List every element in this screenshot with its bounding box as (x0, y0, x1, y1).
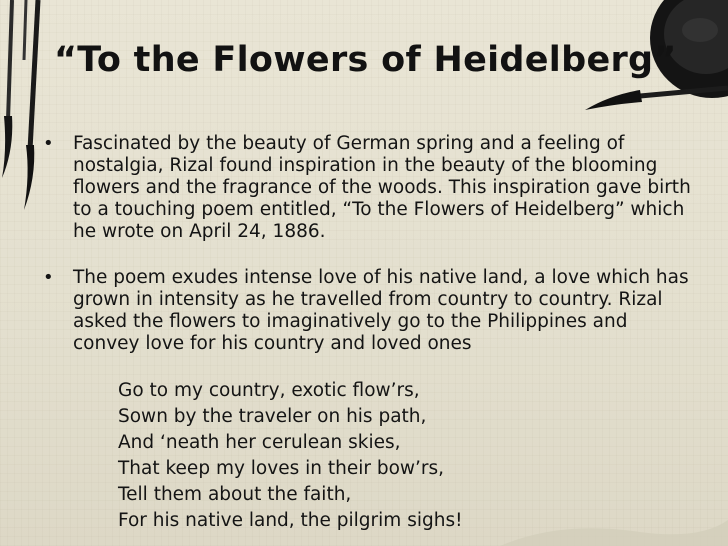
brush-right (585, 88, 728, 110)
poem-line: For his native land, the pilgrim sighs! (118, 510, 463, 531)
brush-left-2 (2, 0, 12, 178)
poem-line: That keep my loves in their bow’rs, (118, 458, 445, 479)
poem-line: Go to my country, exotic flow’rs, (118, 380, 420, 401)
poem-line: Tell them about the faith, (118, 484, 352, 505)
poem-stanza (118, 378, 463, 534)
bullet-text: The poem exudes intense love of his native land, a love which has grown in intensity as he travelled from country to country. Rizal asked the flowers to imaginatively go to the Philippines and convey love for his country and loved ones (73, 267, 689, 354)
poem-line: Sown by the traveler on his path, (118, 406, 427, 427)
bullet-item (43, 267, 693, 355)
brush-left-3 (24, 0, 26, 60)
bullet-item (43, 133, 693, 243)
poem-line: And ‘neath her cerulean skies, (118, 432, 401, 453)
slide-title: “To the Flowers of Heidelberg” (54, 40, 677, 80)
bullet-text: Fascinated by the beauty of German spring and a feeling of nostalgia, Rizal found inspiration in the beauty of the blooming flowers and the fragrance of the woods. This inspiration gave birth to a touching poem entitled, “To the Flowers of Heidelberg” which he wrote on April 24, 1886. (73, 133, 691, 242)
bullet-marker: • (43, 133, 54, 154)
bullet-marker: • (43, 267, 54, 288)
ink-smudge (500, 520, 728, 546)
